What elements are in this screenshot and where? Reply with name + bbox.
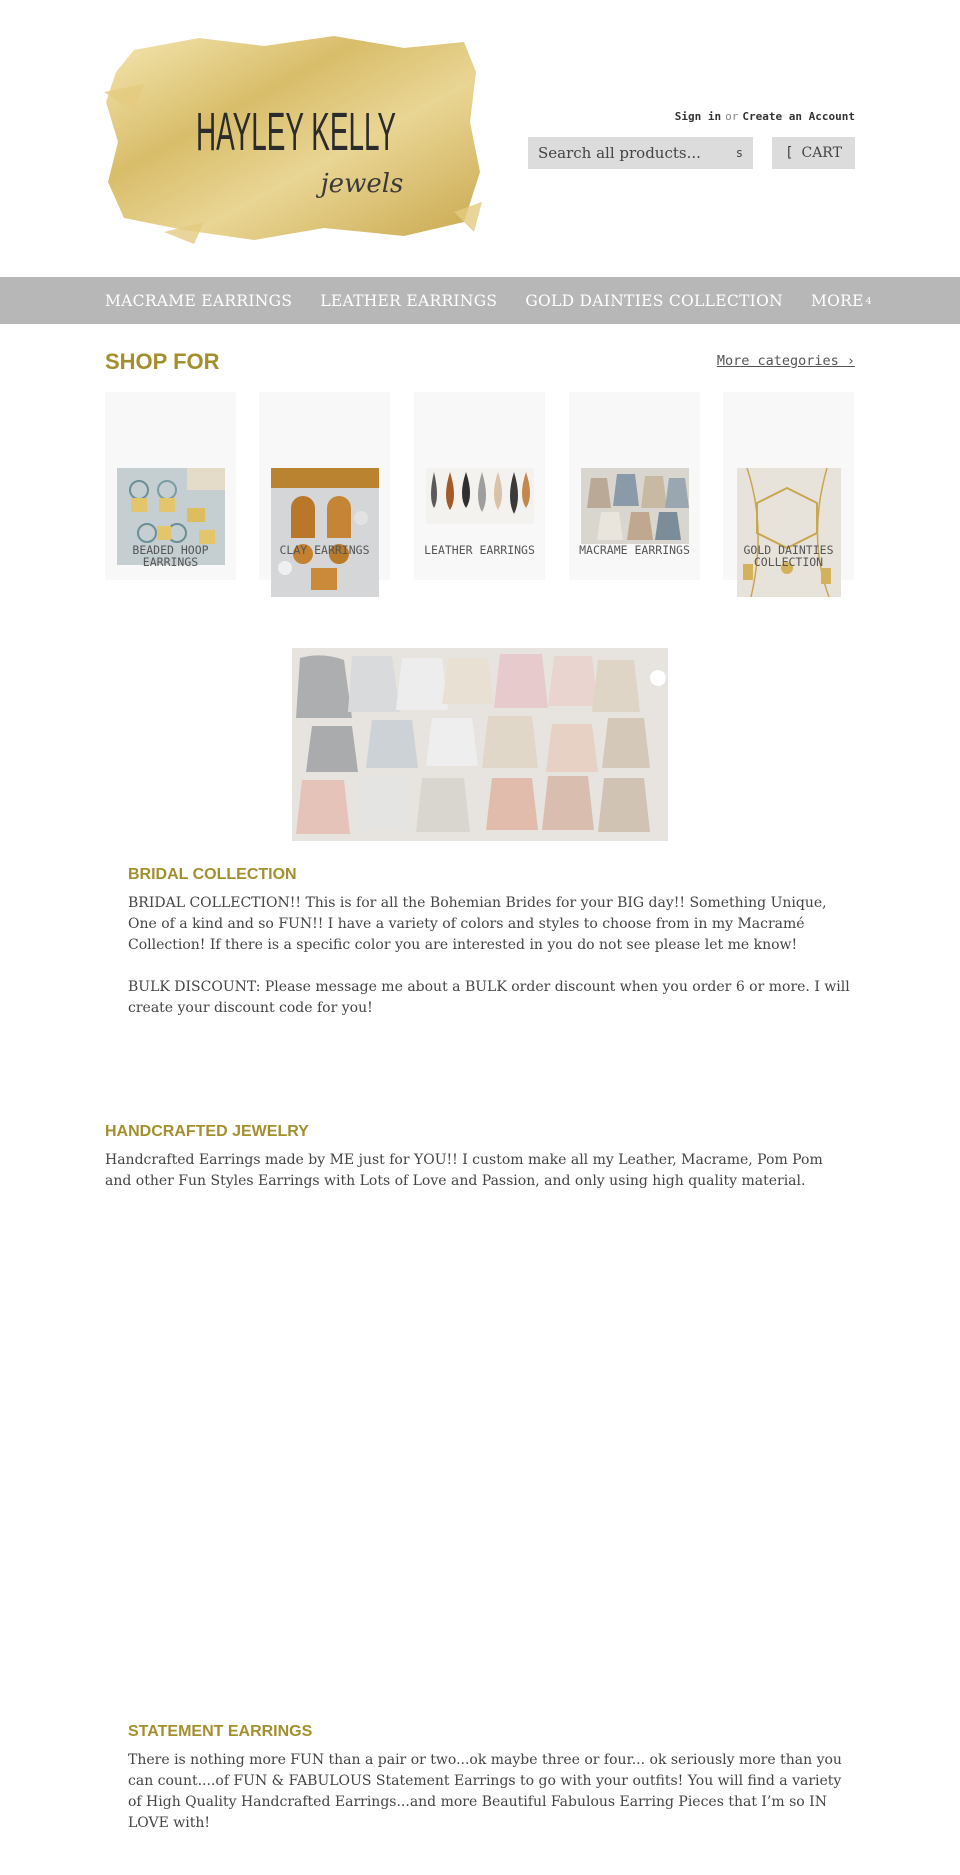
search-icon[interactable]: s [735,146,743,160]
category-card-beaded-hoop[interactable] [105,392,236,580]
main-navigation [0,277,960,324]
bridal-collection-heading: BRIDAL COLLECTION [128,866,297,883]
bulk-discount-text: BULK DISCOUNT: Please message me about a BULK order discount when you order 6 or more. I will create your discount code for you! [128,979,850,1016]
more-categories-link[interactable]: More categories › [716,353,855,369]
statement-description: There is nothing more FUN than a pair or two...ok maybe three or four... ok seriously more than you can count....of FUN & FABULOUS Statement Earrings to go with your outfits! You will find a variety of High Quality Handcrafted Earrings...and more Beautiful Fabulous Earring Pieces that I’m so IN LOVE with! [128,1752,842,1831]
logo-subtext: jewels [320,169,404,199]
cart-button[interactable] [772,137,855,169]
search-input[interactable] [538,144,718,162]
nav-item-gold-dainties[interactable]: GOLD DAINTIES COLLECTION [525,291,783,310]
create-account-link[interactable]: Create an Account [742,110,855,123]
statement-earrings-heading: STATEMENT EARRINGS [128,1723,313,1740]
sign-in-link[interactable]: Sign in [674,110,722,123]
category-label: CLAY EARRINGS [279,543,370,557]
category-card-gold-dainties[interactable] [723,392,854,580]
account-links [675,110,855,123]
category-image [581,468,689,544]
or-separator: or [725,110,739,123]
nav-item-leather-earrings[interactable]: LEATHER EARRINGS [320,291,498,310]
handcrafted-jewelry-heading: HANDCRAFTED JEWELRY [105,1123,309,1140]
cart-label: CART [801,145,842,161]
bridal-description: BRIDAL COLLECTION!! This is for all the Bohemian Brides for your BIG day!! Something Unique, One of a kind and so FUN!! I have a variety of colors and styles to choose from in my Macramé Collection! If there is a specific color you are interested in you do not see please let me know! [128,895,827,953]
category-image [737,468,841,597]
category-image [426,468,534,524]
category-label: LEATHER EARRINGS [424,543,535,557]
logo-text: HAYLEY KELLY [196,102,396,162]
category-image [271,468,379,597]
category-label: MACRAME EARRINGS [579,543,690,557]
cart-icon: [ [785,145,794,161]
category-card-leather[interactable] [414,392,545,580]
logo-image [104,32,482,244]
nav-more-label: MORE [810,291,864,310]
category-card-clay[interactable] [259,392,390,580]
category-card-macrame[interactable] [569,392,700,580]
shop-for-heading: SHOP FOR [105,349,220,374]
bridal-collection-image [292,648,668,841]
category-label: GOLD DAINTIES COLLECTION [743,543,834,569]
handcrafted-description: Handcrafted Earrings made by ME just for YOU!! I custom make all my Leather, Macrame, Pom Pom and other Fun Styles Earrings with Lots of Love and Passion, and only using high quality material. [105,1152,823,1189]
search-bar [528,137,753,169]
nav-item-macrame-earrings[interactable]: MACRAME EARRINGS [105,291,293,310]
nav-item-more[interactable] [811,292,872,310]
chevron-down-icon: 4 [865,296,872,307]
store-logo[interactable] [104,32,482,244]
category-label: BEADED HOOP EARRINGS [132,543,209,569]
